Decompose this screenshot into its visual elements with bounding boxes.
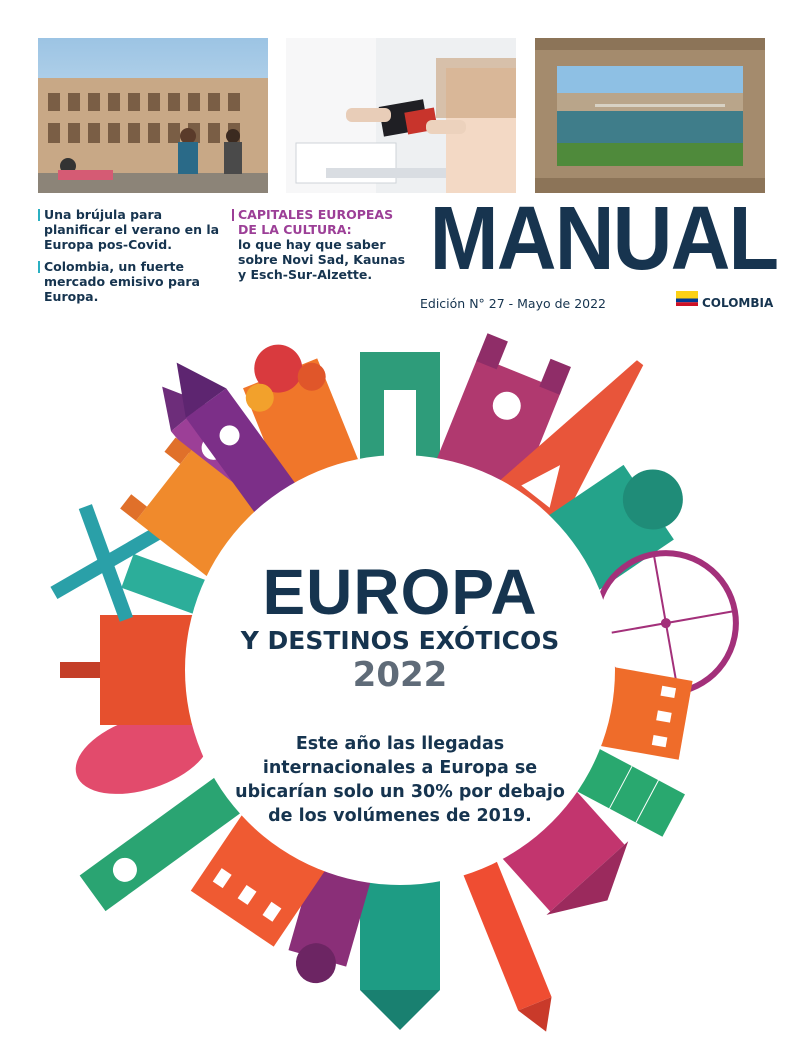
hero-subtitle: Y DESTINOS EXÓTICOS <box>240 626 560 655</box>
teaser-title: CAPITALES EUROPEAS DE LA CULTURA: <box>238 207 394 237</box>
hero-block <box>190 550 610 828</box>
hero-title: EUROPA <box>262 556 538 628</box>
teaser-body: lo que hay que saber sobre Novi Sad, Kaunas y Esch-Sur-Alzette. <box>238 237 406 282</box>
teaser-item[interactable]: Una brújula para planificar el verano en la Europa pos-Covid. <box>38 207 228 252</box>
edition-line: Edición N° 27 - Mayo de 2022 <box>420 296 607 311</box>
hero-description: Este año las llegadas internacionales a Europa se ubicarían solo un 30% por debajo de los volúmenes de 2019. <box>235 734 565 826</box>
teaser-column-left <box>38 207 228 311</box>
country-label: COLOMBIA <box>702 296 774 310</box>
cathedral-icon <box>360 870 440 1030</box>
teaser-item[interactable]: Colombia, un fuerte mercado emisivo para Europa. <box>38 259 228 304</box>
photo-river-window <box>535 38 765 193</box>
teaser-column-right <box>232 207 407 289</box>
hero-year: 2022 <box>352 655 448 695</box>
teaser-item-culture-capitals[interactable] <box>232 207 407 282</box>
photo-colosseum <box>38 38 268 193</box>
photo-passport <box>286 38 516 193</box>
parliament-icon <box>60 615 200 725</box>
arc-de-triomphe-icon <box>360 352 440 472</box>
magazine-masthead: MANUAL <box>429 189 778 289</box>
